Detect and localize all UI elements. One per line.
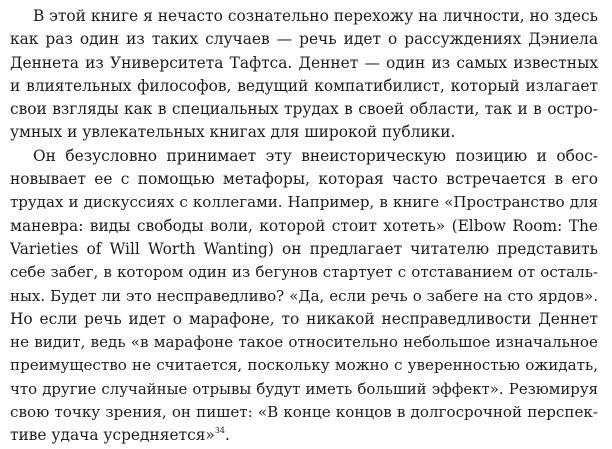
text-line: себе забег, в котором один из бегунов стартует с отставанием от осталь- xyxy=(10,263,598,282)
text-line: ных. Будет ли это несправедливо? «Да, если речь о забеге на сто ярдов». xyxy=(10,286,598,305)
text-line: что другие случайные отрывы будут иметь больший эффект». Резюмируя xyxy=(10,379,598,398)
text-line: как раз один из таких случаев — речь идет о рассуждениях Дэниела xyxy=(10,30,598,49)
text-line-final: тиве удача усредняется»$^{34}$. xyxy=(10,426,230,445)
paragraph-1 xyxy=(10,5,598,145)
paragraph-2 xyxy=(10,145,598,448)
footnote-reference[interactable]: 34 xyxy=(214,426,226,436)
book-page-text xyxy=(10,5,598,448)
text-line: Но если речь идет о марафоне, то никакой несправедливости Деннет xyxy=(10,309,598,328)
text-line-content: тиве удача усредняется» xyxy=(10,426,215,445)
text-line: трудах и дискуссиях с коллегами. Например, в книге «Пространство для xyxy=(10,193,598,212)
text-line: свои взгляды как в специальных трудах в своей области, так и в остро- xyxy=(10,100,598,119)
text-line: Varieties of Will Worth Wanting) он предлагает читателю представить xyxy=(10,239,598,258)
text-line: Он безусловно принимает эту внеисторическую позицию и обос- xyxy=(33,146,598,165)
text-line: и влиятельных философов, ведущий компатибилист, который излагает xyxy=(10,76,598,95)
text-line: Деннета из Университета Тафтса. Деннет — один из самых известных xyxy=(10,53,598,72)
text-line: новывает ее с помощью метафоры, которая часто встречается в его xyxy=(10,170,598,189)
text-line: свою точку зрения, он пишет: «В конце концов в долгосрочной перспек- xyxy=(10,403,598,422)
text-line: умных и увлекательных книгах для широкой публики. xyxy=(10,123,456,142)
text-line: не видит, ведь «в марафоне такое относительно небольшое изначальное xyxy=(10,333,598,352)
text-line: В этой книге я нечасто сознательно перехожу на личности, но здесь xyxy=(33,7,598,25)
text-line: преимущество не считается, поскольку можно с уверенностью ожидать, xyxy=(10,356,598,375)
text-line: маневра: виды свободы воли, которой стоит хотеть» (Elbow Room: The xyxy=(10,216,598,235)
